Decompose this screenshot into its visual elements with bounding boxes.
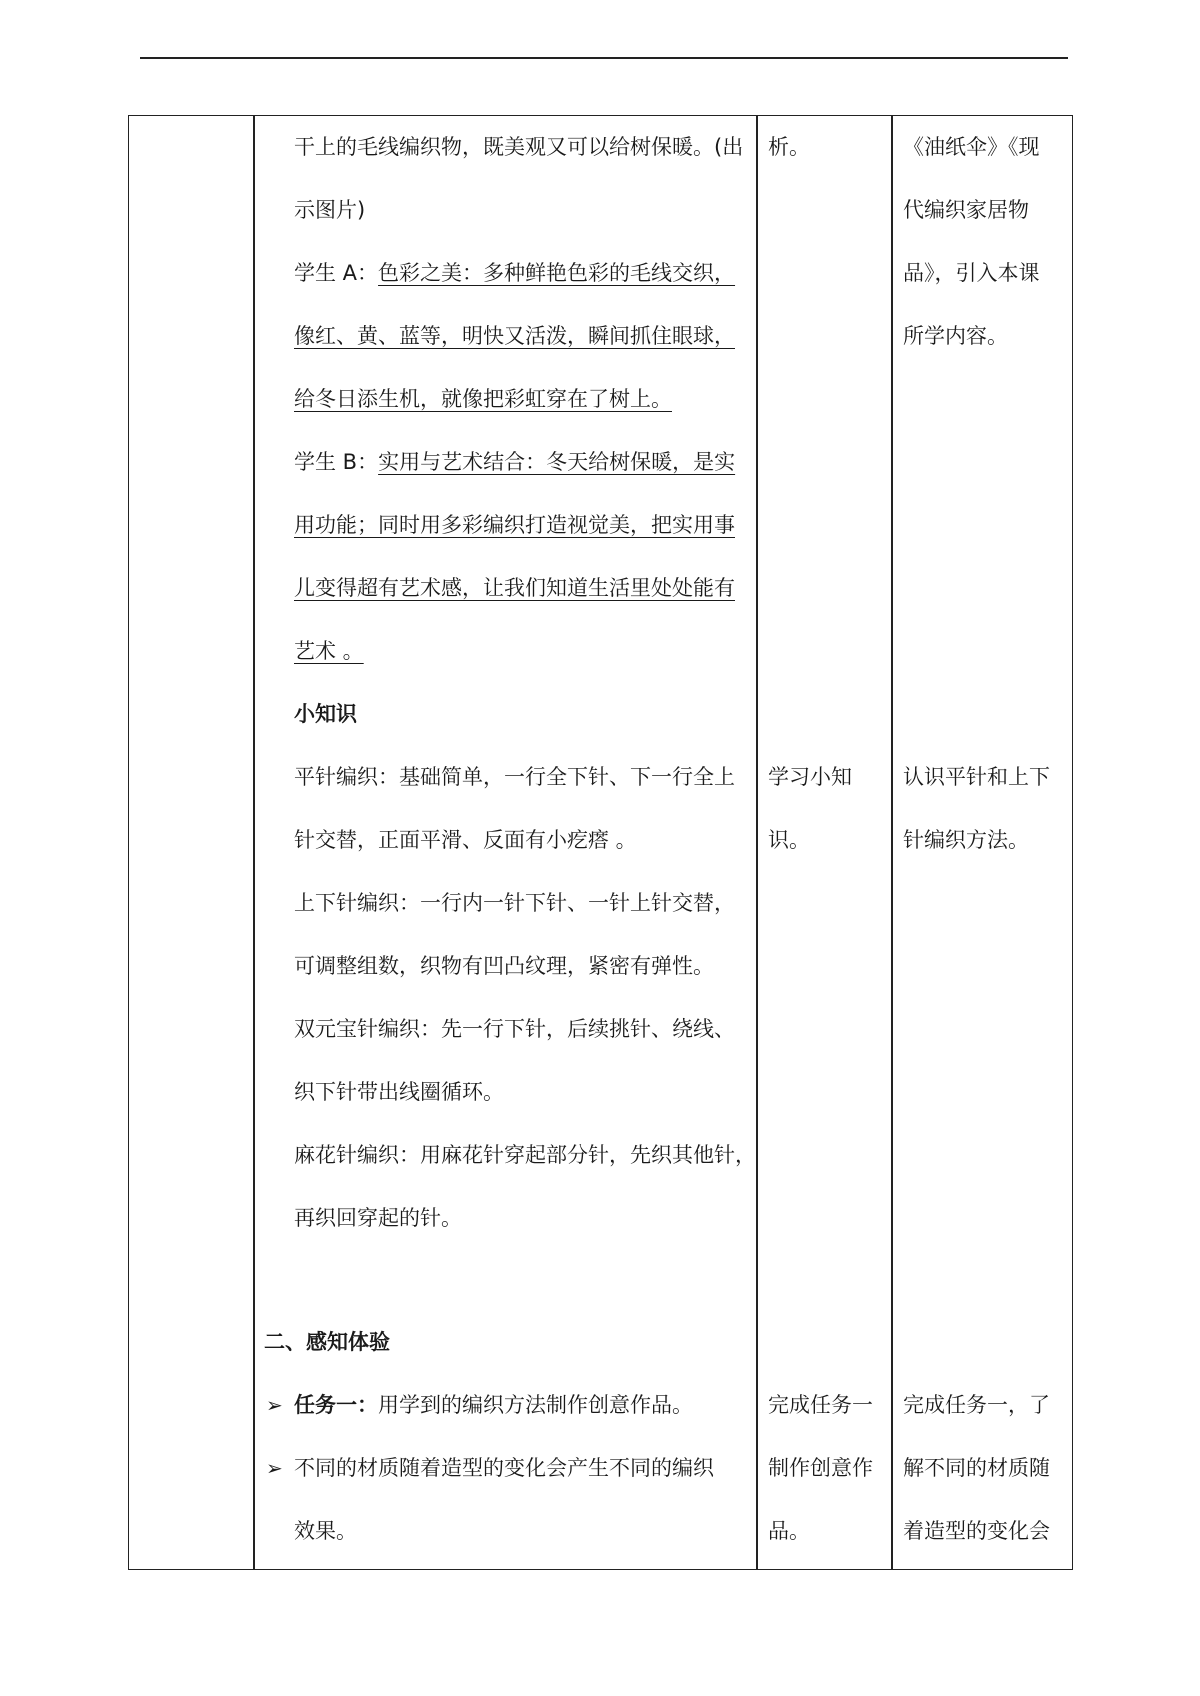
intent-text: 代编织家居物 xyxy=(903,198,1029,222)
knowledge-item: 针交替，正面平滑、反面有小疙瘩 。 xyxy=(294,828,637,852)
arrow-bullet-icon: ➢ xyxy=(266,1393,283,1417)
task-text: 用学到的编织方法制作创意作品。 xyxy=(378,1393,693,1417)
arrow-bullet-icon: ➢ xyxy=(266,1456,283,1480)
section-heading: 二、感知体验 xyxy=(264,1330,390,1354)
student-b-answer: 儿变得超有艺术感，让我们知道生活里处处能有 xyxy=(294,576,735,600)
lesson-table xyxy=(128,115,1073,1570)
content-cell xyxy=(254,116,756,1569)
knowledge-item: 上下针编织：一行内一针下针、一针上针交替， xyxy=(294,891,735,915)
intent-text: 所学内容。 xyxy=(903,324,1008,348)
task-line: 不同的材质随着造型的变化会产生不同的编织 xyxy=(294,1456,714,1480)
student-a-label: 学生 A： xyxy=(294,261,379,285)
student-b-answer: 用功能；同时用多彩编织打造视觉美，把实用事 xyxy=(294,513,735,537)
intent-text: 着造型的变化会 xyxy=(903,1519,1050,1543)
knowledge-item: 双元宝针编织：先一行下针，后续挑针、绕线、 xyxy=(294,1017,735,1041)
student-b-answer: 实用与艺术结合：冬天给树保暖，是实 xyxy=(378,450,736,474)
knowledge-item: 织下针带出线圈循环。 xyxy=(294,1080,504,1104)
task-label: 任务一： xyxy=(294,1393,378,1417)
student-b-label: 学生 B： xyxy=(294,450,379,474)
student-a-answer: 给冬日添生机，就像把彩虹穿在了树上。 xyxy=(294,387,672,411)
student-b-line xyxy=(294,447,735,477)
activity-text: 制作创意作 xyxy=(768,1456,873,1480)
intent-text: 完成任务一，了 xyxy=(903,1393,1050,1417)
activity-text: 完成任务一 xyxy=(768,1393,873,1417)
task-line xyxy=(294,1390,693,1420)
activity-cell xyxy=(758,116,891,1569)
student-b-answer: 艺术 。 xyxy=(294,639,364,663)
intent-text: 认识平针和上下 xyxy=(903,765,1050,789)
intent-text: 解不同的材质随 xyxy=(903,1456,1050,1480)
intent-text: 针编织方法。 xyxy=(903,828,1029,852)
intent-text: 品》，引入本课 xyxy=(903,261,1040,285)
student-a-line xyxy=(294,258,735,288)
student-a-answer: 色彩之美：多种鲜艳色彩的毛线交织， xyxy=(378,261,736,285)
stage-cell xyxy=(129,116,253,1569)
knowledge-item: 麻花针编织：用麻花针穿起部分针，先织其他针， xyxy=(294,1143,756,1167)
intent-cell xyxy=(893,116,1072,1569)
knowledge-item: 平针编织：基础简单，一行全下针、下一行全上 xyxy=(294,765,735,789)
task-line: 效果。 xyxy=(294,1519,357,1543)
knowledge-item: 再织回穿起的针。 xyxy=(294,1206,462,1230)
knowledge-heading: 小知识 xyxy=(294,702,357,726)
activity-text: 识。 xyxy=(768,828,810,852)
activity-text: 析。 xyxy=(768,135,810,159)
header-rule xyxy=(140,57,1068,59)
intro-line: 干上的毛线编织物，既美观又可以给树保暖。(出 xyxy=(294,135,744,159)
intro-line: 示图片) xyxy=(294,198,366,222)
activity-text: 学习小知 xyxy=(768,765,852,789)
knowledge-item: 可调整组数，织物有凹凸纹理，紧密有弹性。 xyxy=(294,954,714,978)
activity-text: 品。 xyxy=(768,1519,810,1543)
intent-text: 《油纸伞》《现 xyxy=(903,135,1040,159)
student-a-answer: 像红、黄、蓝等，明快又活泼，瞬间抓住眼球， xyxy=(294,324,735,348)
